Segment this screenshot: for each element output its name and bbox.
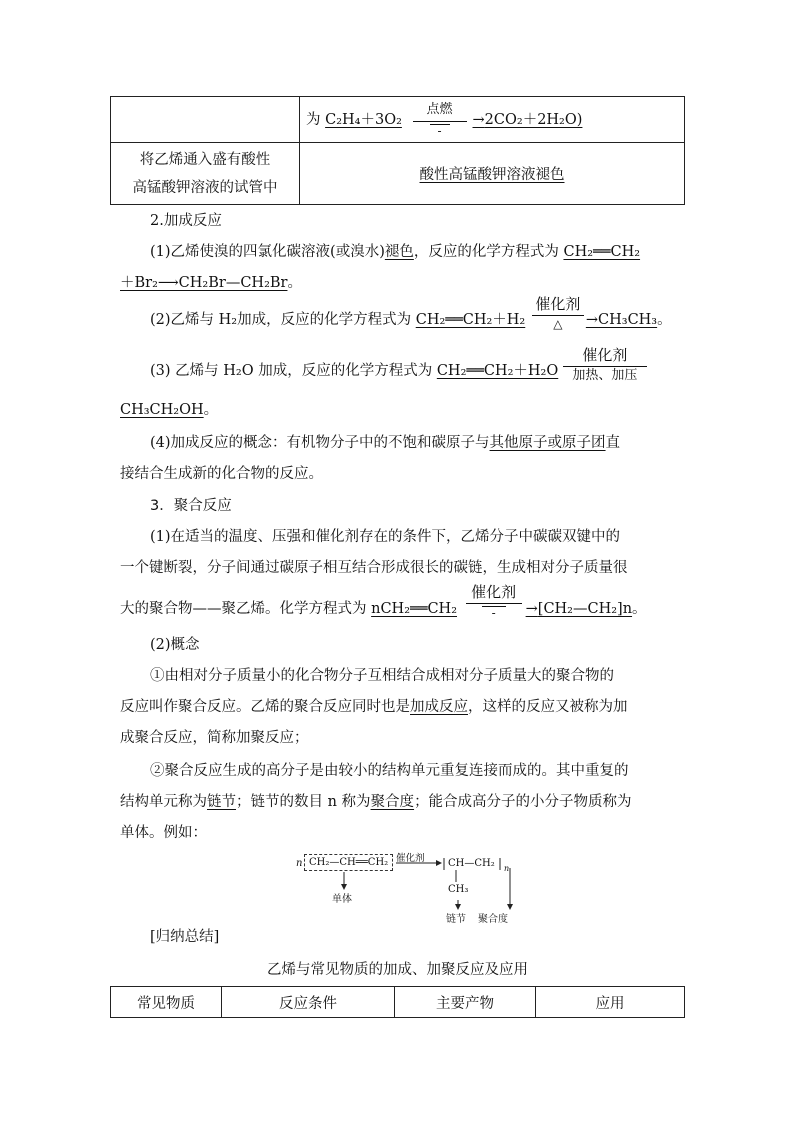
methyl-group: CH₃: [448, 884, 469, 895]
experiment-cell: [111, 143, 300, 205]
diagram-n: n: [296, 858, 303, 869]
header-application: 应用: [536, 987, 685, 1018]
s3-p1-l3: 大的聚合物——聚乙烯。化学方程式为 nCH₂══CH₂ 催化剂 - →[CH₂—CH₂]n。: [120, 583, 647, 620]
experiment-line1: 将乙烯通入盛有酸性: [139, 151, 271, 168]
unit-label: 链节: [446, 914, 466, 925]
s3-p1-l1: (1)在适当的温度、压强和催化剂存在的条件下，乙烯分子中碳碳双键中的: [150, 529, 621, 545]
section3-title: 3．聚合反应: [150, 498, 232, 514]
s3-p2: (2)概念: [150, 637, 200, 653]
polymer-subscript-n: n: [504, 864, 510, 873]
header-substance: 常见物质: [111, 987, 222, 1018]
summary-table-title: 乙烯与常见物质的加成、加聚反应及应用: [267, 962, 528, 978]
experiment-line2: 高锰酸钾溶液的试管中: [132, 179, 278, 196]
condition-ignite: 点燃 -: [413, 103, 467, 137]
summary-tag: [归纳总结]: [150, 929, 220, 945]
p2-line: (2)乙烯与 H₂加成，反应的化学方程式为 CH₂══CH₂＋H₂ 催化剂 △ →CH₃CH₃。: [150, 294, 672, 331]
s3-c1-l1: ①由相对分子质量小的化合物分子互相结合成相对分子质量大的聚合物的: [150, 668, 614, 684]
condition-catalyst-pressure: 催化剂 加热、加压: [563, 362, 647, 381]
combustion-equation-cell: 为 C₂H₄＋3O₂ 点燃 - →2CO₂＋2H₂O): [300, 97, 685, 143]
monomer-label: 单体: [332, 894, 352, 905]
p3-line2: CH₃CH₂OH。: [120, 402, 219, 418]
degree-label: 聚合度: [478, 914, 508, 925]
summary-table: [110, 986, 685, 1018]
s3-c1-l3: 成聚合反应，简称加聚反应；: [120, 730, 309, 746]
polymerization-diagram: [296, 852, 526, 925]
catalyst-label: 催化剂: [396, 853, 425, 864]
s3-c2-l3: 单体。例如：: [120, 825, 207, 841]
phenomenon-cell: [300, 143, 685, 205]
p1-line1: (1)乙烯使溴的四氯化碳溶液(或溴水)褪色，反应的化学方程式为 CH₂══CH₂: [150, 244, 641, 260]
p3-line1: (3) 乙烯与 H₂O 加成，反应的化学方程式为 CH₂══CH₂＋H₂O 催化剂 加热、加压: [150, 360, 647, 382]
p1-line2: ＋Br₂⟶CH₂Br—CH₂Br。: [120, 275, 302, 291]
s3-c2-l1: ②聚合反应生成的高分子是由较小的结构单元重复连接而成的。其中重复的: [150, 763, 629, 779]
monomer-box: CH₂—CH══CH₂: [304, 854, 393, 871]
phenomenon-text: 酸性高锰酸钾溶液褪色: [419, 167, 565, 183]
polymer-unit: CH—CH₂: [448, 858, 495, 869]
header-product: 主要产物: [395, 987, 536, 1018]
top-table: [110, 96, 685, 205]
formula-right: 2CO₂＋2H₂O): [484, 111, 583, 128]
condition-catalyst-heat: 催化剂 △: [532, 311, 584, 330]
p4-line1: (4)加成反应的概念：有机物分子中的不饱和碳原子与其他原子或原子团直: [150, 435, 621, 451]
section2-title: 2.加成反应: [150, 213, 222, 229]
s3-c2-l2: 结构单元称为链节；链节的数目 n 称为聚合度；能合成高分子的小分子物质称为: [120, 794, 632, 810]
s3-p1-l2: 一个键断裂，分子间通过碳原子相互结合形成很长的碳链，生成相对分子质量很: [120, 560, 628, 576]
formula-left: C₂H₄＋3O₂: [325, 111, 402, 128]
p4-line2: 接结合生成新的化合物的反应。: [120, 466, 323, 482]
header-condition: 反应条件: [222, 987, 395, 1018]
top-table-cell-empty: [111, 97, 300, 143]
prefix: 为: [306, 111, 321, 128]
s3-c1-l2: 反应叫作聚合反应。乙烯的聚合反应同时也是加成反应，这样的反应又被称为加: [120, 699, 628, 715]
condition-polymerize: 催化剂 -: [466, 599, 522, 619]
